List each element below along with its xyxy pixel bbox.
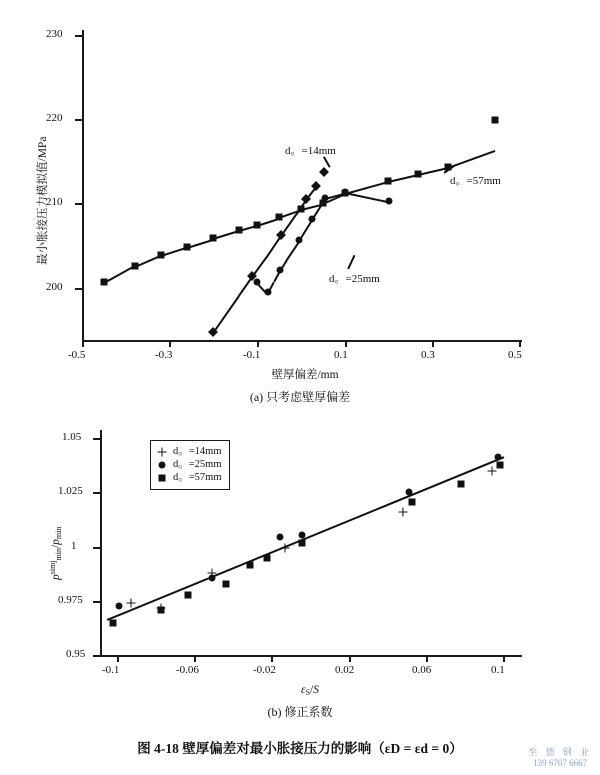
chart-b-point: [299, 532, 306, 539]
chart-b-point: [247, 562, 254, 569]
chart-a-annotation-25mm: d。=25mm: [329, 273, 380, 285]
chart-b-xtick-n002: -0.02: [253, 664, 276, 676]
chart-b-point: [208, 569, 217, 578]
chart-b-ytick-1: 1: [71, 540, 77, 552]
chart-a-point: [342, 189, 349, 196]
chart-a-point: [236, 227, 243, 234]
chart-a-point: [415, 171, 422, 178]
chart-b-point: [495, 454, 502, 461]
chart-a-caption: (a) 只考虑壁厚偏差: [249, 390, 351, 404]
chart-b-ytick-095: 0.95: [66, 648, 86, 660]
chart-b-point: [223, 581, 230, 588]
watermark-line-2: 139 6707 6667: [533, 758, 588, 768]
chart-b-caption: (b) 修正系数: [267, 705, 333, 719]
chart-b-point: [409, 499, 416, 506]
chart-a-point: [309, 216, 316, 223]
chart-b-ytick-105: 1.05: [62, 431, 82, 443]
chart-a-xtick-01: 0.1: [334, 349, 348, 361]
chart-b-point: [458, 481, 465, 488]
circle-icon: [157, 460, 167, 470]
chart-b-y-axis-label: $p^{simj}_{min}/p_{min}$: [48, 526, 63, 580]
legend-item-25mm: d。=25mm: [157, 458, 222, 471]
chart-a-xtick-n03: -0.3: [155, 349, 173, 361]
chart-b-point: [281, 544, 290, 553]
chart-b: [0, 420, 600, 720]
chart-b-point: [406, 489, 413, 496]
chart-a-point: [386, 198, 393, 205]
chart-a-ytick-220: 220: [46, 112, 63, 124]
chart-a-point: [254, 279, 261, 286]
figure-title: 图 4-18 壁厚偏差对最小胀接压力的影响（εD = εd = 0）: [137, 741, 463, 756]
chart-a-ytick-230: 230: [46, 28, 63, 40]
chart-a-point: [184, 244, 191, 251]
chart-b-point: [264, 555, 271, 562]
legend-item-14mm: d。=14mm: [157, 445, 222, 458]
chart-a-point: [101, 279, 108, 286]
chart-b-x-axis-label: $\varepsilon_S/S$: [301, 684, 319, 697]
chart-a-xtick-n01: -0.1: [243, 349, 261, 361]
chart-a-xtick-05: 0.5: [508, 349, 522, 361]
chart-a-point: [265, 289, 272, 296]
chart-b-xtick-n006: -0.06: [176, 664, 199, 676]
chart-b-point: [127, 599, 136, 608]
chart-b-xtick-002: 0.02: [335, 664, 355, 676]
chart-b-point: [116, 603, 123, 610]
chart-b-point: [110, 620, 117, 627]
chart-a-annotation-14mm: d。=14mm: [285, 145, 336, 157]
chart-a-y-axis-label: 最小胀接压力模拟值/MPa: [37, 136, 49, 265]
chart-a-point: [158, 252, 165, 259]
chart-a-point: [277, 267, 284, 274]
chart-b-point: [488, 467, 497, 476]
chart-a-point: [276, 214, 283, 221]
chart-a-point: [210, 235, 217, 242]
chart-b-point: [497, 462, 504, 469]
chart-b-ytick-0975: 0.975: [58, 594, 83, 606]
chart-b-point: [185, 592, 192, 599]
chart-b-xtick-006: 0.06: [412, 664, 432, 676]
chart-a-ytick-210: 210: [46, 196, 63, 208]
chart-b-point: [399, 508, 408, 517]
chart-a-point: [296, 237, 303, 244]
chart-a-point: [254, 222, 261, 229]
chart-a-x-axis-label: 壁厚偏差/mm: [271, 369, 339, 381]
chart-a-point: [385, 178, 392, 185]
plus-icon: [157, 447, 167, 457]
chart-a-point: [492, 117, 499, 124]
chart-b-xtick-01: 0.1: [491, 664, 505, 676]
chart-b-ytick-1025: 1.025: [58, 485, 83, 497]
chart-b-point: [299, 540, 306, 547]
chart-a-annotation-57mm: d。=57mm: [450, 175, 501, 187]
square-icon: [157, 473, 167, 483]
chart-b-xtick-n01: -0.1: [102, 664, 120, 676]
chart-a-ytick-200: 200: [46, 281, 63, 293]
chart-a-xtick-03: 0.3: [421, 349, 435, 361]
legend-item-57mm: d。=57mm: [157, 471, 222, 484]
chart-b-point: [157, 604, 166, 613]
chart-a-xtick-n05: -0.5: [68, 349, 86, 361]
chart-a-point: [322, 195, 329, 202]
chart-a-point: [132, 263, 139, 270]
chart-b-point: [277, 534, 284, 541]
chart-b-legend: [150, 440, 230, 490]
watermark-line-1: 至 德 钢 业: [528, 747, 592, 757]
watermark: [528, 747, 592, 769]
